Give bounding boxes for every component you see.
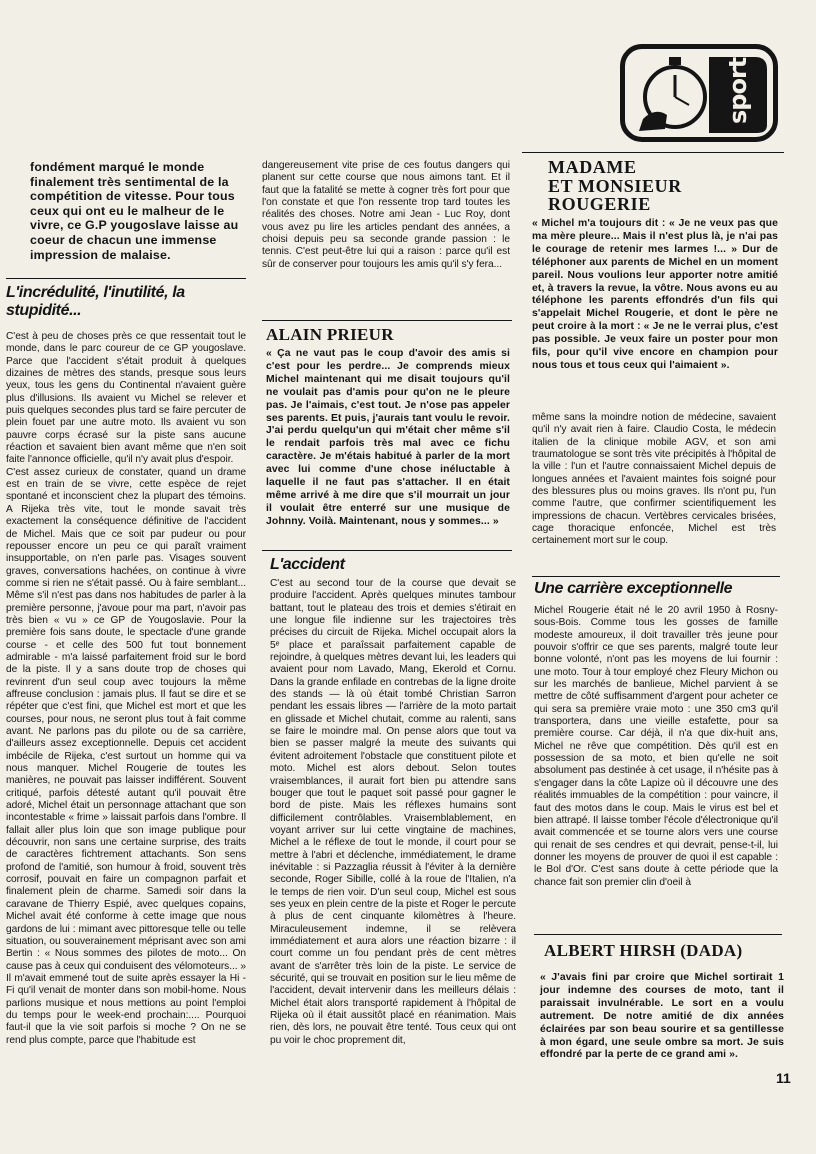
carriere-heading: Une carrière exceptionnelle xyxy=(534,580,733,597)
rougerie-heading-line: MADAME xyxy=(548,157,637,177)
page-number: 11 xyxy=(776,1070,791,1086)
prieur-heading: ALAIN PRIEUR xyxy=(266,325,394,344)
rougerie-quote: « Michel m'a toujours dit : « Je ne veux pas que ma mère pleure... Mais il n'est plus là, je n'ai pas le courage de retenir mes larmes !... » Dur de téléphoner aux parents de Michel en un moment pareil. Nous voulions leur apporter notre amitié et, à travers la revue, la vôtre. Nous avons eu au téléphone les parents effondrés d'un fils qui s'appelait Michel Rougerie, et dont le père ne peut croire à la mort : « Je ne le verrai plus, c'est pas possible. Je veux faire un poster pour mon fils, pour qu'il vive encore en champion pour nous tous et tous ceux qui l'aimaient ». xyxy=(532,218,778,371)
col1-body xyxy=(6,331,246,1047)
carriere-text: Michel Rougerie était né le 20 avril 1950 à Rosny-sous-Bois. Comme tous les gosses de famille modeste amoureux, il doit travailler très jeune pour pouvoir s'offrir ce que ses parents, malgré toute leur bonne volonté, n'ont pas les moyens de lui fournir : une moto. Tour à tour employé chez Fleury Michon ou sur les marchés de banlieue, Michel parvient à se mettre de côté suffisamment d'argent pour acheter ce qui sera sa première vraie moto : une 350 cm3 qu'il transportera, dans une vieille estafette, pour sa première course. Car déjà, il n'a que dix-huit ans, Michel ne rêve que compétition. Dès qu'il est en possession de sa moto, et bien qu'elle ne soit absolument pas destinée à cet usage, il n'hésite pas à s'engager dans la côte Lapize où il découvre une des réalités immuables de la compétition : pour vaincre, il faut des motos dans le coup. Mais le virus est bel et bien attrapé. Il laisse tomber l'école d'électronique qu'il avait commencée et se tourne alors vers une course qui renait de ses cendres et qui devrait, pense-t-il, lui donner les moyens de prouver de quoi il est capable : le Bol d'Or. C'est sans doute à cette période que la chance fait son premier clin d'oeil à xyxy=(534,605,778,888)
hirsh-heading: ALBERT HIRSH (DADA) xyxy=(544,941,743,960)
col2-top-text: dangereusement vite prise de ces foutus dangers qui planent sur cette course que nous aimons tant. Et il faut que la fatalité se mette à cogner très fort pour que l'on constate et que l'on ressente trop tard toutes les réalités des choses. Notre ami Jean - Luc Roy, dont vous avez pu lire les articles pendant des années, a choisi depuis peu sa seconde grande passion : le tennis. C'est peut-être lui qui a raison : parce qu'il est sûr de conserver pour toujours les amis qu'il s'y fera... xyxy=(262,160,510,270)
prieur-quote: « Ça ne vaut pas le coup d'avoir des amis si c'est pour les perdre... Je comprends mieux Michel maintenant qui me disait toujours qu'il ne voulait pas d'amis pour qu'on ne le pleure pas. Je l'aimais, c'est tout. Je n'ose pas appeler ses parents. Et puis, j'aurais tant voulu le revoir. J'ai perdu quelqu'un qui m'était cher même s'il le rendait parfois très mal avec ce fichu caractère. Je m'étais habitué à parler de la mort avec lui comme d'une chose inéluctable à laquelle il ne faut pas s'attacher. Il en était même arrivé à me dire que s'il mourrait un jour il voulait être enterré sur une musique de Johnny. Voilà. Maintenant, nous y sommes... » xyxy=(266,348,510,527)
col3-mid-text: même sans la moindre notion de médecine, savaient qu'il n'y avait rien à faire. Claudio Costa, le médecin italien de la clinique mobile AGV, et son ami traumatologue se sont très vite précipités à l'hôpital de la ville : l'un et l'autre connaissaient Michel depuis de longues années et l'avaient maintes fois soigné pour des blessures plus ou moins graves. Ils n'ont pu, l'un comme l'autre, que confirmer scientifiquement les impressions de chacun. Vertèbres cervicales brisées, cage thoracique enfoncée, Michel est très certainement mort sur le coup. xyxy=(532,412,776,547)
accident-text: C'est au second tour de la course que devait se produire l'accident. Après quelques minutes tambour battant, tout le plateau des trois et demies s'étirait en une longue file indienne sur les trajectoires très précises du circuit de Rijeka. Michel occupait alors la 5ᵉ place et paraîssait parfaitement capable de rejoindre, à quelques mètres devant lui, les leaders qui avaient pour nom Lavado, Mang, Ekerold et Cornu. Dans la grande enfilade en contrebas de la ligne droite des stands — là où était tombé Christian Sarron pendant les essais libres — l'arrière de la moto partait en glissade et Michel chutait, comme au ralenti, sans se faire le moindre mal. On pense alors que tout va bien se passer malgré la meute des suivants qui évitent adroitement l'obstacle que constituent pilote et moto. Michel est alors debout. Selon toutes vraisemblances, il aurait fort bien pu attendre sans bouger que tout le paquet soit passé pour gagner le bord de piste. Mais les réflexes humains sont difficilement contrôlables. Vraisemblablement, en voyant arriver sur lui cette vingtaine de machines, Michel a le réflexe de tout le monde, il court pour se mettre à l'abri et déclenche, immédiatement, le drame inévitable : si Pazzaglia réussit à l'éviter à la dernière seconde, Roger Sibille, collé à la roue de l'Italien, n'a le temps de rien voir. D'un seul coup, Michel est sous ses yeux en plein centre de la piste et Roger le percute à plus de cent cinquante kilomètres à l'heure. Miraculeusement indemne, il se relèvera immédiatement et aura alors une réaction bizarre : il court comme un fou pendant près de cent mètres avant de s'arrêter très loin de la piste. Le service de sécurité, qui se trouvait en position sur le lieu même de l'accident, devait intervenir dans les meilleurs délais : Michel était alors transporté rapidement à l'hôpital de Rijeka où il était aussitôt placé en réanimation. Mais rien, dès lors, ne pouvait être tenté. Tous ceux qui ont pu voir le choc proprement dit, xyxy=(270,578,516,1046)
carriere-rule xyxy=(532,576,780,577)
col1-heading: L'incrédulité, l'inutilité, la stupidité... xyxy=(6,284,185,319)
hirsh-rule xyxy=(534,934,782,935)
col1-paragraph: C'est assez curieux de constater, quand un drame est en train de se vivre, cette espèce de rejet spontané et inconscient chez la plupart des témoins. A Rijeka très vite, tout le monde savait très exactement la conséquence définitive de l'accident de Michel. Mais que ce soit par pudeur ou pour repousser encore un peu ce qui paraît vraiment insupportable, on n'en parle pas. Visages souvent graves, conversations hachées, on continue à vivre comme si rien ne s'était passé. Ou à faire semblant... Même s'il n'est pas dans nos habitudes de parler à la première personne, j'avoue pour ma part, n'avoir pas très bien « vu » ce GP de Yougoslavie. Pour la première fois sans doute, le spectacle d'une grande course - et celle des 500 fut tout bonnement admirable - m'a laissé parfaitement froid sur le bord de la piste. Il y a sans doute trop de choses qui revinrent d'un seul coup avec toujours la même affreuse conclusion : jamais plus. Il faut se dire et se répéter que c'est fini, que Michel est mort et que les courses, pour nous, ne seront plus tout à fait comme avant. Ne parlons pas du pilote ou de sa carrière, d'ailleurs assez exceptionnelle. Depuis cet accident imbécile de Rijeka, c'est surtout un homme qui va nous manquer. Michel Rougerie de toutes les manières, ne pouvait pas laisser indifférent. Souvent critiqué, parfois détesté autant qu'il pouvait être adoré, Michel était un personnage attachant que son incontestable « frime » laissait parfois dans l'ombre. Il fallait aller plus loin que son image publique pour découvrir, non sans une certaine surprise, des traits de caractères fichtrement attachants. Son sens profond de l'amitié, son humour à froid, souvent très corrosif, pouvait en faire un compagnon parfait et finalement plein de charme. Samedi soir dans la caravane de Thierry Espié, avec quelques copains, Michel avait été conforme à cette image que nous gardons de lui : mimant avec pittoresque telle ou telle situation, ou souverainement méprisant avec son ami Bertin : « Nous sommes des pilotes de moto... On cause pas à ceux qui conduisent des vélomoteurs... » Il m'avait emmené tout de suite après essayer la Hi - Fi qu'il venait de monter dans son mobil-home. Nous parlions musique et nous mettions au point l'emploi du temps pour le week-end prochain:.... Pourquoi faut-il que la vie soit parfois si moche ? On ne se rend plus compte, parce que l'habitude est xyxy=(6,466,246,1046)
accident-rule xyxy=(262,550,512,551)
prieur-rule xyxy=(262,320,512,321)
sport-logo-label: sport xyxy=(724,57,752,124)
accident-heading: L'accident xyxy=(270,556,345,573)
rougerie-rule xyxy=(522,152,784,153)
intro-lead: fondément marqué le monde finalement très sentimental de la compétition de vitesse. Pour tous ceux qui ont eu le malheur de le vivre, ce G.P yougoslave laisse au coeur de chacun une immense impression de malaise. xyxy=(30,160,239,262)
rougerie-heading-line: ET MONSIEUR xyxy=(548,175,682,196)
rougerie-heading-line: ROUGERIE xyxy=(548,194,651,214)
col1-paragraph: C'est à peu de choses près ce que ressentait tout le monde, dans le parc coureur de ce GP yougoslave. Parce que l'accident s'était produit à quelques dizaines de mètres des stands, presque sous leurs yeux, tous les gens du Continental n'avaient guère plus d'illusions. Ils avaient vu Michel se relever et puis quelques secondes plus tard se faire percuter de plein fouet par une autre moto. Ils avaient vu son pauvre corps écrasé sur la piste sans aucune réaction et savaient bien avant même que n'en soit faite l'annonce officielle, qu'il n'y avait plus d'espoir. xyxy=(6,331,246,466)
col1-heading-rule xyxy=(6,278,246,279)
rougerie-heading xyxy=(548,158,768,214)
hirsh-quote: « J'avais fini par croire que Michel sortirait 1 jour indemne des courses de moto, tant il paraissait invulnérable. Le sort en a voulu autrement. De notre amitié de dix années éclairées par son beau sourire et sa gentillesse à mon égard, une seule ombre sa mort. Je suis effondré par la perte de ce grand ami ». xyxy=(540,972,784,1061)
sport-logo xyxy=(620,44,778,142)
